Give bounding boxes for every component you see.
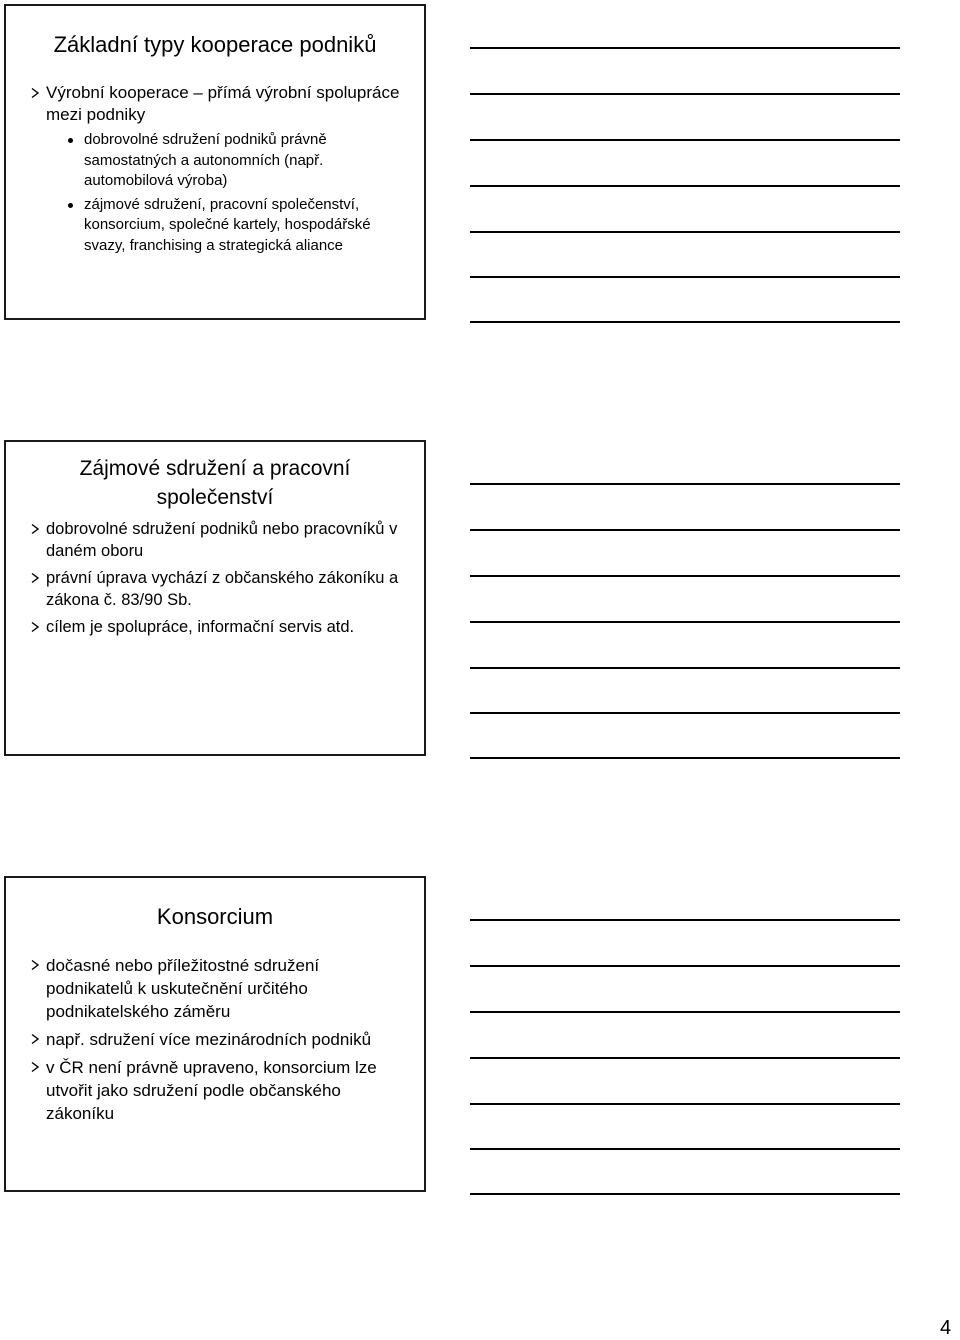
slide-2 bbox=[4, 440, 426, 756]
note-line bbox=[470, 93, 900, 95]
slide-3 bbox=[4, 876, 426, 1192]
list-item-text: dočasné nebo příležitostné sdružení podnikatelů k uskutečnění určitého podnikatelského záměru bbox=[46, 956, 320, 1021]
chevron-right-icon bbox=[30, 621, 40, 633]
chevron-right-icon bbox=[30, 523, 40, 535]
list-item-text: dobrovolné sdružení podniků nebo pracovníků v daném oboru bbox=[46, 520, 398, 560]
sub-list-item bbox=[46, 130, 410, 192]
list-item bbox=[28, 518, 410, 562]
list-item-text: právní úprava vychází z občanského zákoníku a zákona č. 83/90 Sb. bbox=[46, 569, 399, 609]
dot-icon bbox=[68, 138, 73, 143]
note-line bbox=[470, 529, 900, 531]
note-line bbox=[470, 1148, 900, 1150]
chevron-right-icon bbox=[30, 1033, 40, 1045]
note-line bbox=[470, 919, 900, 921]
note-line bbox=[470, 667, 900, 669]
note-line bbox=[470, 483, 900, 485]
note-line bbox=[470, 621, 900, 623]
sub-list-item-text: dobrovolné sdružení podniků právně samostatných a autonomních (např. automobilová výroba) bbox=[84, 131, 327, 189]
page-number: 4 bbox=[940, 1317, 952, 1339]
note-line bbox=[470, 47, 900, 49]
note-line bbox=[470, 965, 900, 967]
chevron-right-icon bbox=[30, 959, 40, 971]
list-item bbox=[28, 567, 410, 611]
slide-title: Zájmové sdružení a pracovní společenství bbox=[79, 457, 351, 509]
note-line bbox=[470, 276, 900, 278]
bullet-list bbox=[28, 518, 410, 643]
note-line bbox=[470, 575, 900, 577]
list-item-text: v ČR není právně upraveno, konsorcium lze utvořit jako sdružení podle občanského zákoníku bbox=[46, 1058, 377, 1123]
note-line bbox=[470, 757, 900, 759]
sub-list-item-text: zájmové sdružení, pracovní společenství, konsorcium, společné kartely, hospodářské svazy, franchising a strategická aliance bbox=[84, 195, 371, 254]
list-item bbox=[28, 1056, 410, 1125]
list-item bbox=[28, 1028, 410, 1051]
list-item bbox=[28, 82, 410, 256]
list-item-text: Výrobní kooperace – přímá výrobní spolupráce mezi podniky bbox=[46, 83, 400, 124]
slide-title: Konsorcium bbox=[156, 904, 274, 929]
chevron-right-icon bbox=[30, 87, 40, 99]
sub-list-item bbox=[46, 195, 410, 257]
note-line bbox=[470, 185, 900, 187]
sub-list bbox=[46, 130, 410, 256]
note-line bbox=[470, 1011, 900, 1013]
note-line bbox=[470, 1193, 900, 1195]
list-item bbox=[28, 954, 410, 1023]
list-item-text: cílem je spolupráce, informační servis atd. bbox=[46, 618, 355, 636]
list-item bbox=[28, 616, 410, 638]
note-line bbox=[470, 712, 900, 714]
slide-1 bbox=[4, 4, 426, 320]
note-line bbox=[470, 1103, 900, 1105]
chevron-right-icon bbox=[30, 572, 40, 584]
note-line bbox=[470, 1057, 900, 1059]
bullet-list bbox=[28, 82, 410, 262]
note-line bbox=[470, 321, 900, 323]
list-item-text: např. sdružení více mezinárodních podniků bbox=[46, 1030, 372, 1049]
slide-title: Základní typy kooperace podniků bbox=[53, 32, 377, 57]
chevron-right-icon bbox=[30, 1061, 40, 1073]
bullet-list bbox=[28, 954, 410, 1130]
note-line bbox=[470, 139, 900, 141]
dot-icon bbox=[68, 203, 73, 208]
note-line bbox=[470, 231, 900, 233]
